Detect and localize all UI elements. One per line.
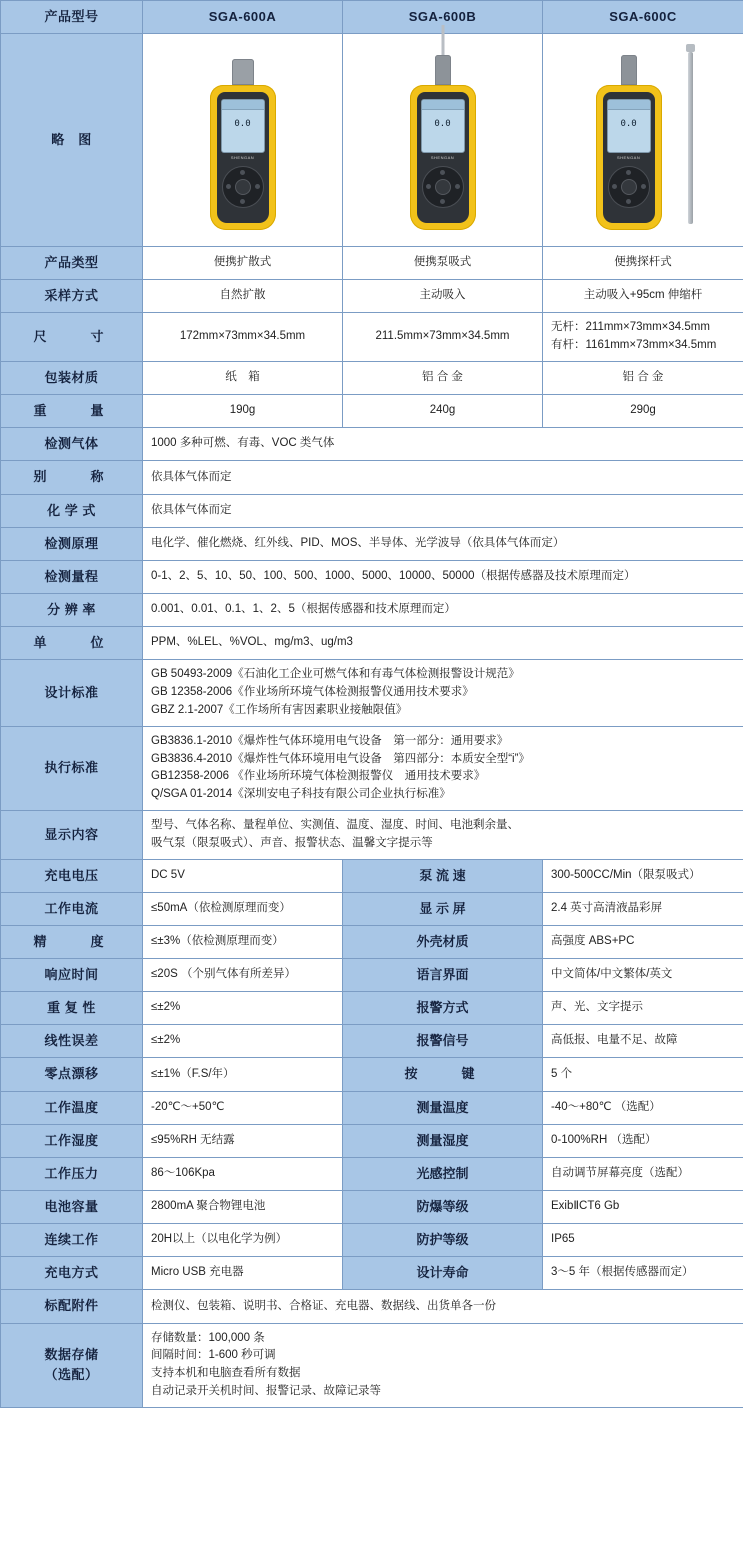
row-label-design-life: 设计寿命 [343,1257,543,1290]
row-label-range: 检测量程 [1,560,143,593]
keypad-icon [222,166,264,208]
package-material-c: 铝 合 金 [543,362,743,395]
exec-standard-line-2: GB3836.4-2010《爆炸性气体环境用电气设备 第四部分：本质安全型“i”》 [151,752,530,765]
sampling-b: 主动吸入 [343,280,543,313]
row-label-linearity-error: 线性误差 [1,1025,143,1058]
measure-temp-value: -40～+80℃ （选配） [543,1091,743,1124]
design-standard-value [143,660,743,726]
row-label-protection-grade: 防护等级 [343,1224,543,1257]
pump-flow-value: 300-500CC/Min（限泵吸式） [543,859,743,892]
exec-standard-line-1: GB3836.1-2010《爆炸性气体环境用电气设备 第一部分：通用要求》 [151,734,509,747]
brand-text-c: SHENGAN [616,154,641,160]
diagram-cell-c [543,34,743,247]
data-storage-label-line2: （选配） [44,1367,99,1383]
principle-value: 电化学、催化燃烧、红外线、PID、MOS、半导体、光学波导（依具体气体而定） [143,527,743,560]
row-label-sampling: 采样方式 [1,280,143,313]
device-body [596,85,662,230]
device-body [210,85,276,230]
table-row-diagram [1,34,743,247]
diagram-cell-b [343,34,543,247]
device-body [410,85,476,230]
table-row-response-time [1,959,743,992]
working-pressure-value: 86～106Kpa [143,1157,343,1190]
row-label-alarm-mode: 报警方式 [343,992,543,1025]
row-label-language: 语言界面 [343,959,543,992]
weight-b: 240g [343,395,543,428]
row-label-exec-standard: 执行标准 [1,726,143,810]
alias-value: 依具体气体而定 [143,461,743,494]
shell-material-value: 高强度 ABS+PC [543,925,743,958]
row-label-principle: 检测原理 [1,527,143,560]
device-front-panel [603,92,655,223]
row-label-design-standard: 设计标准 [1,660,143,726]
exec-standard-value [143,726,743,810]
measure-humidity-value: 0-100%RH （选配） [543,1124,743,1157]
row-label-alarm-signal: 报警信号 [343,1025,543,1058]
table-row-zero-drift [1,1058,743,1091]
row-label-dimensions: 尺 寸 [1,313,143,362]
row-label-repeatability: 重 复 性 [1,992,143,1025]
data-storage-value [143,1323,743,1407]
key-right-icon [255,184,260,189]
row-label-response-time: 响应时间 [1,959,143,992]
sampling-c: 主动吸入+95cm 伸缩杆 [543,280,743,313]
row-label-detect-gas: 检测气体 [1,428,143,461]
table-row-repeatability [1,992,743,1025]
repeatability-value: ≤±2% [143,992,343,1025]
display-screen-value: 2.4 英寸高清液晶彩屏 [543,892,743,925]
keypad-icon [608,166,650,208]
device-pump-illustration [383,45,503,230]
exec-standard-line-4: Q/SGA 01-2014《深圳安电子科技有限公司企业执行标准》 [151,788,451,801]
table-row-charge-voltage [1,859,743,892]
dimensions-c [543,313,743,362]
diagram-cell-a [143,34,343,247]
row-label-zero-drift: 零点漂移 [1,1058,143,1091]
package-material-b: 铝 合 金 [343,362,543,395]
display-content-line-1: 型号、气体名称、量程单位、实测值、温度、湿度、时间、电池剩余量、 [151,819,519,831]
device-screen [421,99,465,153]
row-label-display-content: 显示内容 [1,811,143,860]
battery-capacity-value: 2800mA 聚合物锂电池 [143,1191,343,1224]
table-row-model [1,1,743,34]
design-standard-line-2: GB 12358-2006《作业场所环境气体检测报警仪通用技术要求》 [151,686,474,699]
table-row-exec-standard [1,726,743,810]
table-row-working-pressure [1,1157,743,1190]
working-humidity-value: ≤95%RH 无结露 [143,1124,343,1157]
table-row-battery-capacity [1,1191,743,1224]
row-label-working-humidity: 工作湿度 [1,1124,143,1157]
pump-inlet-tube-icon [441,25,444,59]
product-type-a: 便携扩散式 [143,247,343,280]
screen-titlebar [608,100,650,110]
screen-reading-b: 0.0 [434,118,451,129]
product-type-b: 便携泵吸式 [343,247,543,280]
response-time-value: ≤20S （个别气体有所差异） [143,959,343,992]
table-row-detect-gas [1,428,743,461]
row-label-light-control: 光感控制 [343,1157,543,1190]
weight-c: 290g [543,395,743,428]
row-label-package-material: 包装材质 [1,362,143,395]
resolution-value: 0.001、0.01、0.1、1、2、5（根据传感器和技术原理而定） [143,594,743,627]
key-left-icon [426,184,431,189]
charge-mode-value: Micro USB 充电器 [143,1257,343,1290]
row-label-shell-material: 外壳材质 [343,925,543,958]
device-diffusion-illustration [183,45,303,230]
language-value: 中文简体/中文繁体/英文 [543,959,743,992]
design-standard-line-1: GB 50493-2009《石油化工企业可燃气体和有毒气体检测报警设计规范》 [151,668,520,681]
design-life-value: 3～5 年（根据传感器而定） [543,1257,743,1290]
row-label-model: 产品型号 [1,1,143,34]
screen-titlebar [222,100,264,110]
table-row-sampling [1,280,743,313]
screen-reading-c: 0.0 [620,118,637,129]
device-front-panel [417,92,469,223]
row-label-pump-flow: 泵 流 速 [343,859,543,892]
telescopic-probe-icon [688,52,693,224]
table-row-data-storage [1,1323,743,1407]
table-row-principle [1,527,743,560]
brand-text-a: SHENGAN [230,154,255,160]
accessories-value: 检测仪、包装箱、说明书、合格证、充电器、数据线、出货单各一份 [143,1290,743,1323]
model-c: SGA-600C [543,1,743,34]
light-control-value: 自动调节屏幕亮度（选配） [543,1157,743,1190]
table-row-working-temp [1,1091,743,1124]
table-row-charge-mode [1,1257,743,1290]
formula-value: 依具体气体而定 [143,494,743,527]
key-down-icon [440,199,445,204]
alarm-signal-value: 高低报、电量不足、故障 [543,1025,743,1058]
key-down-icon [240,199,245,204]
row-label-explosion-proof: 防爆等级 [343,1191,543,1224]
device-front-panel [217,92,269,223]
probe-tip-icon [686,44,695,52]
table-row-working-humidity [1,1124,743,1157]
row-label-unit: 单 位 [1,627,143,660]
product-type-c: 便携探杆式 [543,247,743,280]
table-row-resolution [1,594,743,627]
row-label-keys: 按 键 [343,1058,543,1091]
table-row-continuous-work [1,1224,743,1257]
key-left-icon [226,184,231,189]
table-row-unit [1,627,743,660]
key-up-icon [240,170,245,175]
row-label-product-type: 产品类型 [1,247,143,280]
row-label-working-pressure: 工作压力 [1,1157,143,1190]
protection-grade-value: IP65 [543,1224,743,1257]
row-label-working-current: 工作电流 [1,892,143,925]
data-storage-line-4: 自动记录开关机时间、报警记录、故障记录等 [151,1385,381,1398]
exec-standard-line-3: GB12358-2006 《作业场所环境气体检测报警仪 通用技术要求》 [151,770,486,783]
table-row-working-current [1,892,743,925]
display-content-value [143,811,743,860]
sampling-a: 自然扩散 [143,280,343,313]
table-row-linearity-error [1,1025,743,1058]
key-up-icon [626,170,631,175]
key-down-icon [626,199,631,204]
detect-gas-value: 1000 多种可燃、有毒、VOC 类气体 [143,428,743,461]
key-right-icon [455,184,460,189]
table-row-accuracy [1,925,743,958]
model-b: SGA-600B [343,1,543,34]
table-row-formula [1,494,743,527]
row-label-alias: 别 称 [1,461,143,494]
probe-cap-icon [621,55,637,85]
table-row-alias [1,461,743,494]
dimensions-c-line1: 无杆：211mm×73mm×34.5mm [551,321,710,334]
data-storage-line-3: 支持本机和电脑查看所有数据 [151,1367,301,1380]
table-row-dimensions [1,313,743,362]
model-a: SGA-600A [143,1,343,34]
unit-value: PPM、%LEL、%VOL、mg/m3、ug/m3 [143,627,743,660]
data-storage-line-2: 间隔时间：1-600 秒可调 [151,1349,276,1362]
device-screen [221,99,265,153]
table-row-range [1,560,743,593]
dimensions-b: 211.5mm×73mm×34.5mm [343,313,543,362]
screen-reading-a: 0.0 [234,118,251,129]
row-label-accuracy: 精 度 [1,925,143,958]
keypad-icon [422,166,464,208]
alarm-mode-value: 声、光、文字提示 [543,992,743,1025]
range-value: 0-1、2、5、10、50、100、500、1000、5000、10000、50000（根据传感器及技术原理而定） [143,560,743,593]
row-label-resolution: 分 辨 率 [1,594,143,627]
table-row-weight [1,395,743,428]
brand-text-b: SHENGAN [430,154,455,160]
dimensions-a: 172mm×73mm×34.5mm [143,313,343,362]
explosion-proof-value: ExibⅡCT6 Gb [543,1191,743,1224]
row-label-formula: 化 学 式 [1,494,143,527]
continuous-work-value: 20H以上（以电化学为例） [143,1224,343,1257]
working-temp-value: -20℃～+50℃ [143,1091,343,1124]
row-label-battery-capacity: 电池容量 [1,1191,143,1224]
dimensions-c-line2: 有杆：1161mm×73mm×34.5mm [551,339,717,352]
key-right-icon [641,184,646,189]
row-label-charge-mode: 充电方式 [1,1257,143,1290]
row-label-data-storage [1,1323,143,1407]
screen-titlebar [422,100,464,110]
device-screen [607,99,651,153]
row-label-measure-humidity: 测量湿度 [343,1124,543,1157]
table-row-product-type [1,247,743,280]
row-label-display-screen: 显 示 屏 [343,892,543,925]
charge-voltage-value: DC 5V [143,859,343,892]
accuracy-value: ≤±3%（依检测原理而变） [143,925,343,958]
table-row-accessories [1,1290,743,1323]
pump-cap-icon [435,55,451,85]
sensor-cap-icon [232,59,254,85]
device-probe-illustration [583,45,703,230]
data-storage-line-1: 存储数量：100,000 条 [151,1331,265,1344]
key-left-icon [612,184,617,189]
row-label-measure-temp: 测量温度 [343,1091,543,1124]
row-label-working-temp: 工作温度 [1,1091,143,1124]
row-label-diagram: 略 图 [1,34,143,247]
row-label-continuous-work: 连续工作 [1,1224,143,1257]
linearity-error-value: ≤±2% [143,1025,343,1058]
key-up-icon [440,170,445,175]
table-row-package-material [1,362,743,395]
design-standard-line-3: GBZ 2.1-2007《工作场所有害因素职业接触限值》 [151,703,408,716]
row-label-charge-voltage: 充电电压 [1,859,143,892]
display-content-line-2: 吸气泵（限泵吸式）、声音、报警状态、温馨文字提示等 [151,836,433,849]
package-material-a: 纸 箱 [143,362,343,395]
keys-value: 5 个 [543,1058,743,1091]
table-row-design-standard [1,660,743,726]
row-label-weight: 重 量 [1,395,143,428]
weight-a: 190g [143,395,343,428]
zero-drift-value: ≤±1%（F.S/年） [143,1058,343,1091]
table-row-display-content [1,811,743,860]
data-storage-label-line1: 数据存储 [44,1347,99,1363]
row-label-accessories: 标配附件 [1,1290,143,1323]
working-current-value: ≤50mA（依检测原理而变） [143,892,343,925]
